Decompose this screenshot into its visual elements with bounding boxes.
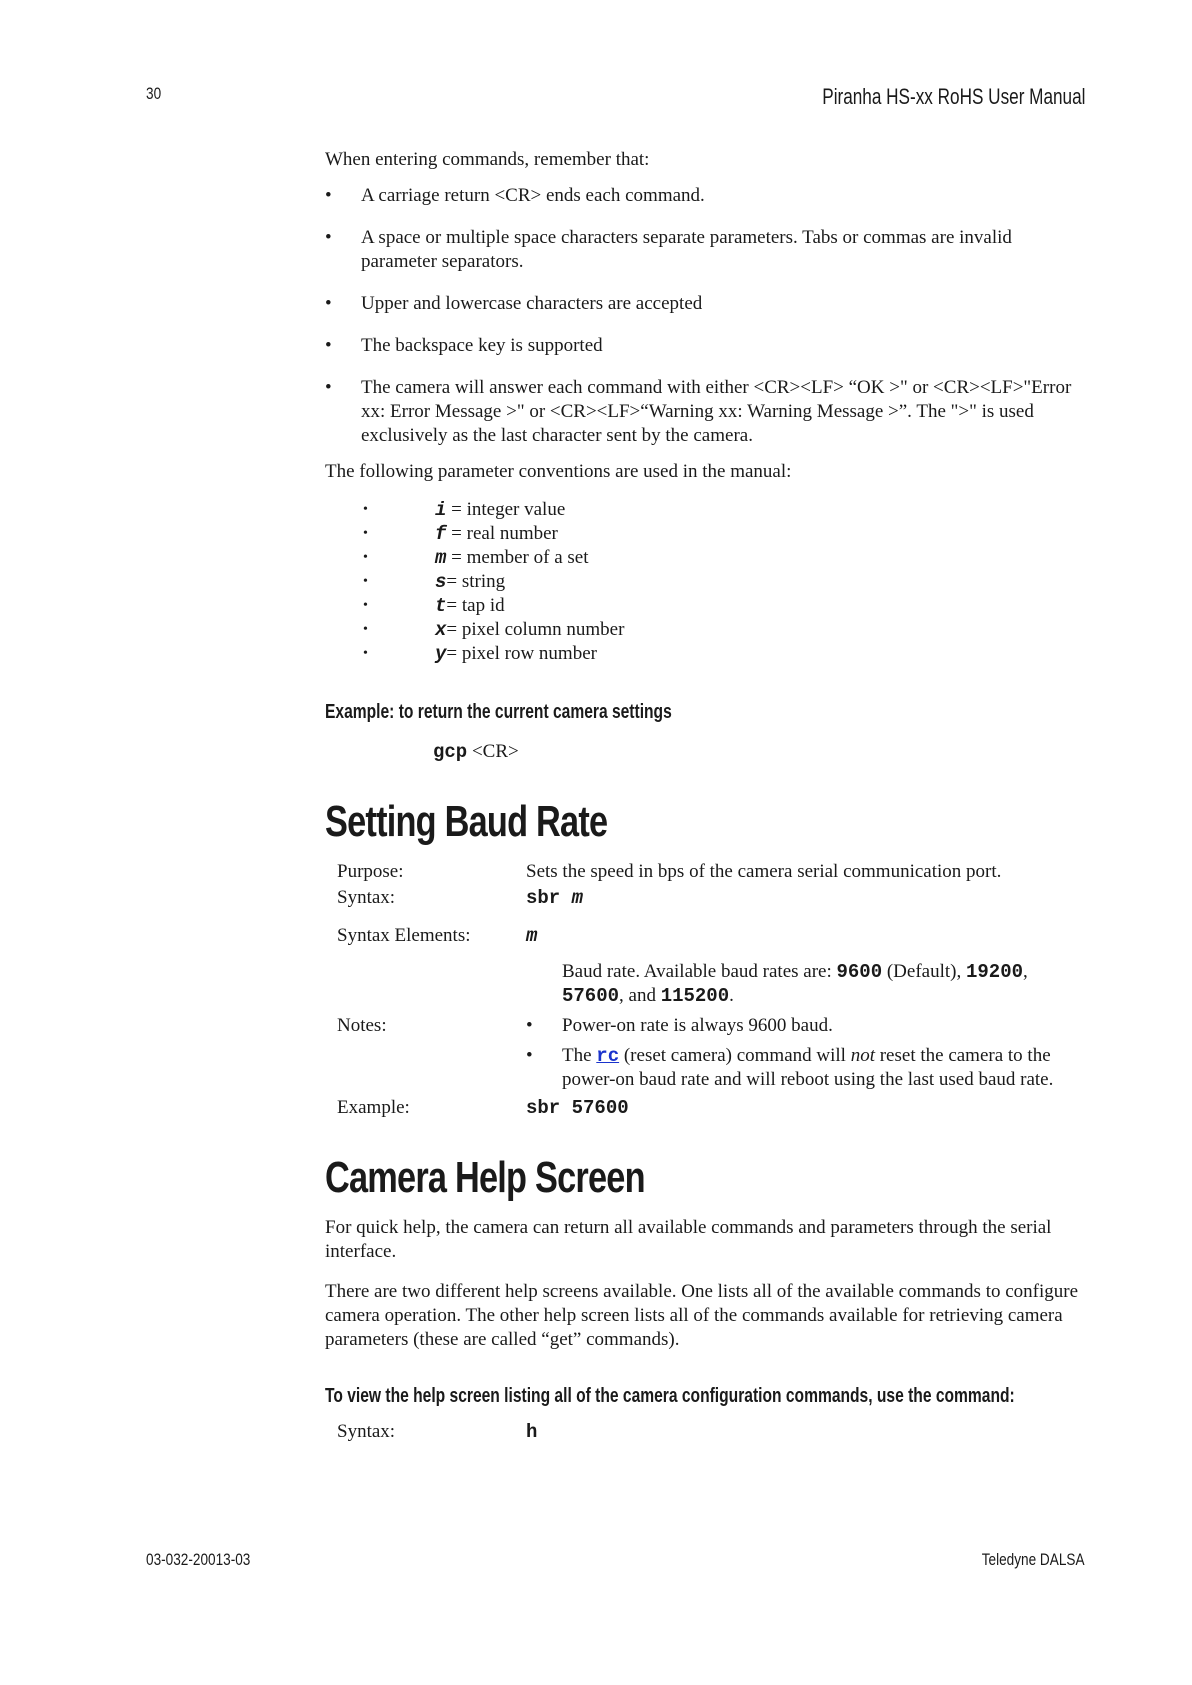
section-title-help: Camera Help Screen xyxy=(325,1153,645,1202)
bullet-icon: • xyxy=(325,293,332,314)
list-item: • s= string xyxy=(363,571,506,593)
list-item: • x= pixel column number xyxy=(363,619,625,641)
baud-syntax-row: Syntax: sbr m xyxy=(337,887,584,909)
help-syntax-row: Syntax: h xyxy=(337,1421,538,1443)
manual-title: Piranha HS-xx RoHS User Manual xyxy=(821,84,1085,109)
list-item: • y= pixel row number xyxy=(363,643,597,665)
list-item: • Power-on rate is always 9600 baud. xyxy=(526,1015,833,1036)
bullet-icon: • xyxy=(363,550,368,565)
list-item: • t= tap id xyxy=(363,595,505,617)
page-number: 30 xyxy=(146,84,162,103)
page-content xyxy=(325,148,1085,1444)
bullet-icon: • xyxy=(325,227,332,248)
document-number: 03-032-20013-03 xyxy=(146,1550,251,1569)
list-item: • A carriage return <CR> ends each command. xyxy=(325,185,705,206)
bullet-icon: • xyxy=(363,622,368,637)
list-item: • f = real number xyxy=(363,523,558,545)
bullet-icon: • xyxy=(363,526,368,541)
list-item: • Upper and lowercase characters are accepted xyxy=(325,293,703,314)
bullet-icon: • xyxy=(526,1045,533,1066)
bullet-icon: • xyxy=(363,502,368,517)
conventions-list xyxy=(325,498,1085,666)
list-item: • i = integer value xyxy=(363,499,566,521)
list-item: • The rc (reset camera) command will not reset the camera to the power-on baud rate and will reboot using the last used baud rate. xyxy=(526,1045,1054,1090)
baud-description-row: Baud rate. Available baud rates are: 9600 (Default), 19200, 57600, and 115200. xyxy=(562,961,1028,1007)
baud-elements-row: Syntax Elements: m xyxy=(337,925,538,947)
bullet-icon: • xyxy=(363,574,368,589)
rc-command-link[interactable]: rc xyxy=(596,1045,620,1067)
bullet-icon: • xyxy=(363,646,368,661)
bullet-icon: • xyxy=(325,185,332,206)
list-item: • The camera will answer each command with either <CR><LF> “OK >" or <CR><LF>"Error xx: Error Message >" or <CR><LF>“Warning xx: Warning Message >”. The ">" is used exclusively as the last character sent by the camera. xyxy=(325,377,1072,446)
intro-bullet-list xyxy=(325,184,1085,448)
baud-example-row: Example: sbr 57600 xyxy=(337,1097,629,1119)
bullet-icon: • xyxy=(526,1015,533,1036)
section-title-baud: Setting Baud Rate xyxy=(325,797,608,846)
list-item: • The backspace key is supported xyxy=(325,335,603,356)
help-subheading: To view the help screen listing all of the camera configuration commands, use the command: xyxy=(325,1385,1015,1407)
help-paragraph-1: For quick help, the camera can return all available commands and parameters through the serial interface. xyxy=(325,1217,1052,1262)
example-command: gcp <CR> xyxy=(433,741,519,763)
bullet-icon: • xyxy=(363,598,368,613)
example-heading: Example: to return the current camera settings xyxy=(325,701,672,723)
notes-list xyxy=(526,1014,1085,1092)
company-name: Teledyne DALSA xyxy=(982,1550,1085,1569)
bullet-icon: • xyxy=(325,335,332,356)
help-paragraph-2: There are two different help screens available. One lists all of the available commands to configure camera operation. The other help screen lists all of the commands available for retrieving camera parameters (these are called “get” commands). xyxy=(325,1281,1079,1350)
baud-notes-row: Notes: • Power-on rate is always 9600 baud. • The rc (reset camera) command will not reset the camera to the power-on baud rate and will reboot using the last used baud rate. xyxy=(337,1014,1085,1092)
list-item: • A space or multiple space characters separate parameters. Tabs or commas are invalid parameter separators. xyxy=(325,227,1012,272)
intro-lead: When entering commands, remember that: xyxy=(325,149,650,170)
list-item: • m = member of a set xyxy=(363,547,589,569)
bullet-icon: • xyxy=(325,377,332,398)
baud-purpose-row: Purpose: Sets the speed in bps of the camera serial communication port. xyxy=(337,861,1002,882)
conventions-lead: The following parameter conventions are used in the manual: xyxy=(325,461,792,482)
